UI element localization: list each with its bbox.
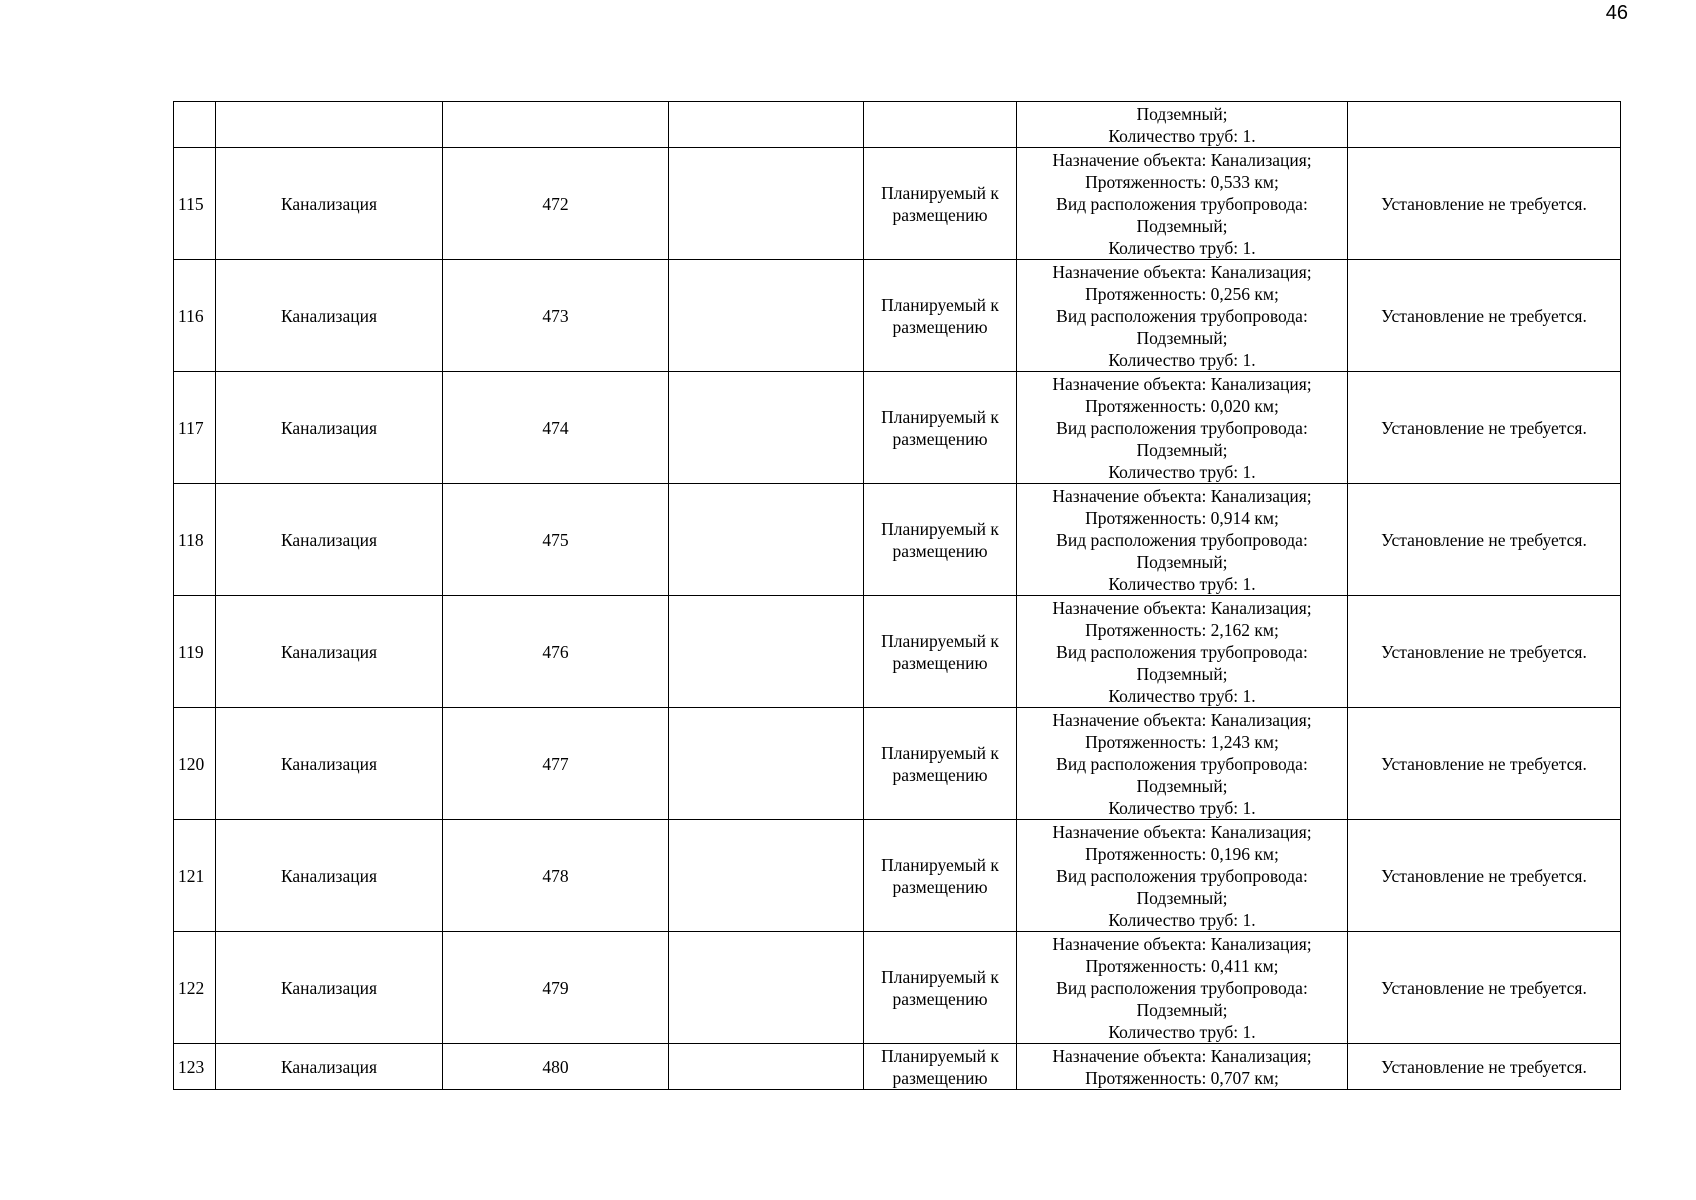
cell-empty <box>669 932 864 1044</box>
cell-description <box>1017 708 1348 820</box>
cell-num: 116 <box>174 260 216 372</box>
cell-name: Канализация <box>216 932 443 1044</box>
cell-note: Установление не требуется. <box>1348 148 1621 260</box>
cell-status: Планируемый к размещению <box>864 708 1017 820</box>
cell-description <box>1017 820 1348 932</box>
description-line: Назначение объекта: Канализация; <box>1052 485 1312 506</box>
description-line: Вид расположения трубопровода: <box>1056 193 1308 214</box>
cell-note: Установление не требуется. <box>1348 596 1621 708</box>
description-line: Протяженность: 0,533 км; <box>1085 171 1279 192</box>
description-line: Протяженность: 0,411 км; <box>1085 955 1279 976</box>
cell-code: 477 <box>443 708 669 820</box>
cell-description <box>1017 372 1348 484</box>
description-line: Назначение объекта: Канализация; <box>1052 261 1312 282</box>
description-line: Назначение объекта: Канализация; <box>1052 709 1312 730</box>
cell-num: 118 <box>174 484 216 596</box>
cell-num: 123 <box>174 1044 216 1090</box>
table-row <box>174 820 1621 932</box>
description-line: Подземный; <box>1136 215 1228 236</box>
table-row <box>174 596 1621 708</box>
description-line: Количество труб: 1. <box>1108 909 1256 930</box>
table-row <box>174 932 1621 1044</box>
cell-name: Канализация <box>216 372 443 484</box>
description-line: Количество труб: 1. <box>1108 461 1256 482</box>
cell-empty <box>669 820 864 932</box>
cell-code <box>443 102 669 148</box>
cell-name: Канализация <box>216 820 443 932</box>
description-line: Вид расположения трубопровода: <box>1056 865 1308 886</box>
description-line: Протяженность: 0,256 км; <box>1085 283 1279 304</box>
table-row <box>174 148 1621 260</box>
description-line: Вид расположения трубопровода: <box>1056 977 1308 998</box>
continuation-row <box>174 102 1621 148</box>
description-line: Количество труб: 1. <box>1108 797 1256 818</box>
cell-status: Планируемый к размещению <box>864 260 1017 372</box>
cell-status: Планируемый к размещению <box>864 148 1017 260</box>
cell-description <box>1017 1044 1348 1090</box>
cell-description <box>1017 148 1348 260</box>
table-row <box>174 708 1621 820</box>
cell-status: Планируемый к размещению <box>864 1044 1017 1090</box>
cell-name: Канализация <box>216 148 443 260</box>
utilities-table <box>173 101 1621 1090</box>
table-row <box>174 372 1621 484</box>
description-line: Назначение объекта: Канализация; <box>1052 373 1312 394</box>
cell-note: Установление не требуется. <box>1348 372 1621 484</box>
cell-code: 478 <box>443 820 669 932</box>
description-line: Протяженность: 0,707 км; <box>1085 1067 1279 1088</box>
cell-num: 120 <box>174 708 216 820</box>
cell-num: 117 <box>174 372 216 484</box>
description-line: Подземный; <box>1136 775 1228 796</box>
description-line: Вид расположения трубопровода: <box>1056 641 1308 662</box>
cell-description <box>1017 932 1348 1044</box>
cell-code: 479 <box>443 932 669 1044</box>
cell-description <box>1017 102 1348 148</box>
description-line: Вид расположения трубопровода: <box>1056 529 1308 550</box>
cell-empty <box>669 484 864 596</box>
description-line: Количество труб: 1. <box>1108 125 1256 146</box>
cell-code: 475 <box>443 484 669 596</box>
description-line: Количество труб: 1. <box>1108 1021 1256 1042</box>
cell-description <box>1017 484 1348 596</box>
table-row <box>174 484 1621 596</box>
cell-name: Канализация <box>216 1044 443 1090</box>
cell-empty <box>669 596 864 708</box>
cell-note: Установление не требуется. <box>1348 820 1621 932</box>
cell-empty <box>669 102 864 148</box>
cell-code: 474 <box>443 372 669 484</box>
description-line: Назначение объекта: Канализация; <box>1052 1045 1312 1066</box>
cell-empty <box>669 260 864 372</box>
table-row <box>174 1044 1621 1090</box>
description-line: Количество труб: 1. <box>1108 349 1256 370</box>
cell-note: Установление не требуется. <box>1348 260 1621 372</box>
cell-note: Установление не требуется. <box>1348 1044 1621 1090</box>
cell-name: Канализация <box>216 260 443 372</box>
cell-num <box>174 102 216 148</box>
description-line: Вид расположения трубопровода: <box>1056 305 1308 326</box>
cell-name <box>216 102 443 148</box>
cell-description <box>1017 260 1348 372</box>
cell-name: Канализация <box>216 596 443 708</box>
description-line: Протяженность: 0,914 км; <box>1085 507 1279 528</box>
cell-status: Планируемый к размещению <box>864 932 1017 1044</box>
description-line: Подземный; <box>1136 999 1228 1020</box>
description-line: Подземный; <box>1136 439 1228 460</box>
cell-note: Установление не требуется. <box>1348 484 1621 596</box>
cell-empty <box>669 708 864 820</box>
cell-num: 119 <box>174 596 216 708</box>
cell-note: Установление не требуется. <box>1348 932 1621 1044</box>
description-line: Вид расположения трубопровода: <box>1056 753 1308 774</box>
description-line: Подземный; <box>1136 663 1228 684</box>
cell-status: Планируемый к размещению <box>864 372 1017 484</box>
description-line: Количество труб: 1. <box>1108 237 1256 258</box>
cell-num: 122 <box>174 932 216 1044</box>
description-line: Количество труб: 1. <box>1108 573 1256 594</box>
description-line: Назначение объекта: Канализация; <box>1052 149 1312 170</box>
cell-empty <box>669 372 864 484</box>
description-line: Назначение объекта: Канализация; <box>1052 597 1312 618</box>
cell-status: Планируемый к размещению <box>864 820 1017 932</box>
cell-code: 472 <box>443 148 669 260</box>
description-line: Подземный; <box>1136 103 1228 124</box>
cell-note <box>1348 102 1621 148</box>
cell-empty <box>669 148 864 260</box>
description-line: Назначение объекта: Канализация; <box>1052 821 1312 842</box>
description-line: Протяженность: 2,162 км; <box>1085 619 1279 640</box>
cell-status: Планируемый к размещению <box>864 596 1017 708</box>
description-line: Протяженность: 0,020 км; <box>1085 395 1279 416</box>
cell-code: 480 <box>443 1044 669 1090</box>
description-line: Протяженность: 0,196 км; <box>1085 843 1279 864</box>
table-body <box>174 102 1621 1090</box>
description-line: Назначение объекта: Канализация; <box>1052 933 1312 954</box>
cell-status: Планируемый к размещению <box>864 484 1017 596</box>
cell-code: 476 <box>443 596 669 708</box>
description-line: Вид расположения трубопровода: <box>1056 417 1308 438</box>
page-number: 46 <box>1605 2 1628 24</box>
cell-num: 115 <box>174 148 216 260</box>
cell-description <box>1017 596 1348 708</box>
cell-num: 121 <box>174 820 216 932</box>
description-line: Подземный; <box>1136 551 1228 572</box>
description-line: Протяженность: 1,243 км; <box>1085 731 1279 752</box>
cell-code: 473 <box>443 260 669 372</box>
cell-status <box>864 102 1017 148</box>
description-line: Подземный; <box>1136 327 1228 348</box>
cell-note: Установление не требуется. <box>1348 708 1621 820</box>
description-line: Подземный; <box>1136 887 1228 908</box>
cell-name: Канализация <box>216 708 443 820</box>
cell-empty <box>669 1044 864 1090</box>
table-row <box>174 260 1621 372</box>
cell-name: Канализация <box>216 484 443 596</box>
description-line: Количество труб: 1. <box>1108 685 1256 706</box>
